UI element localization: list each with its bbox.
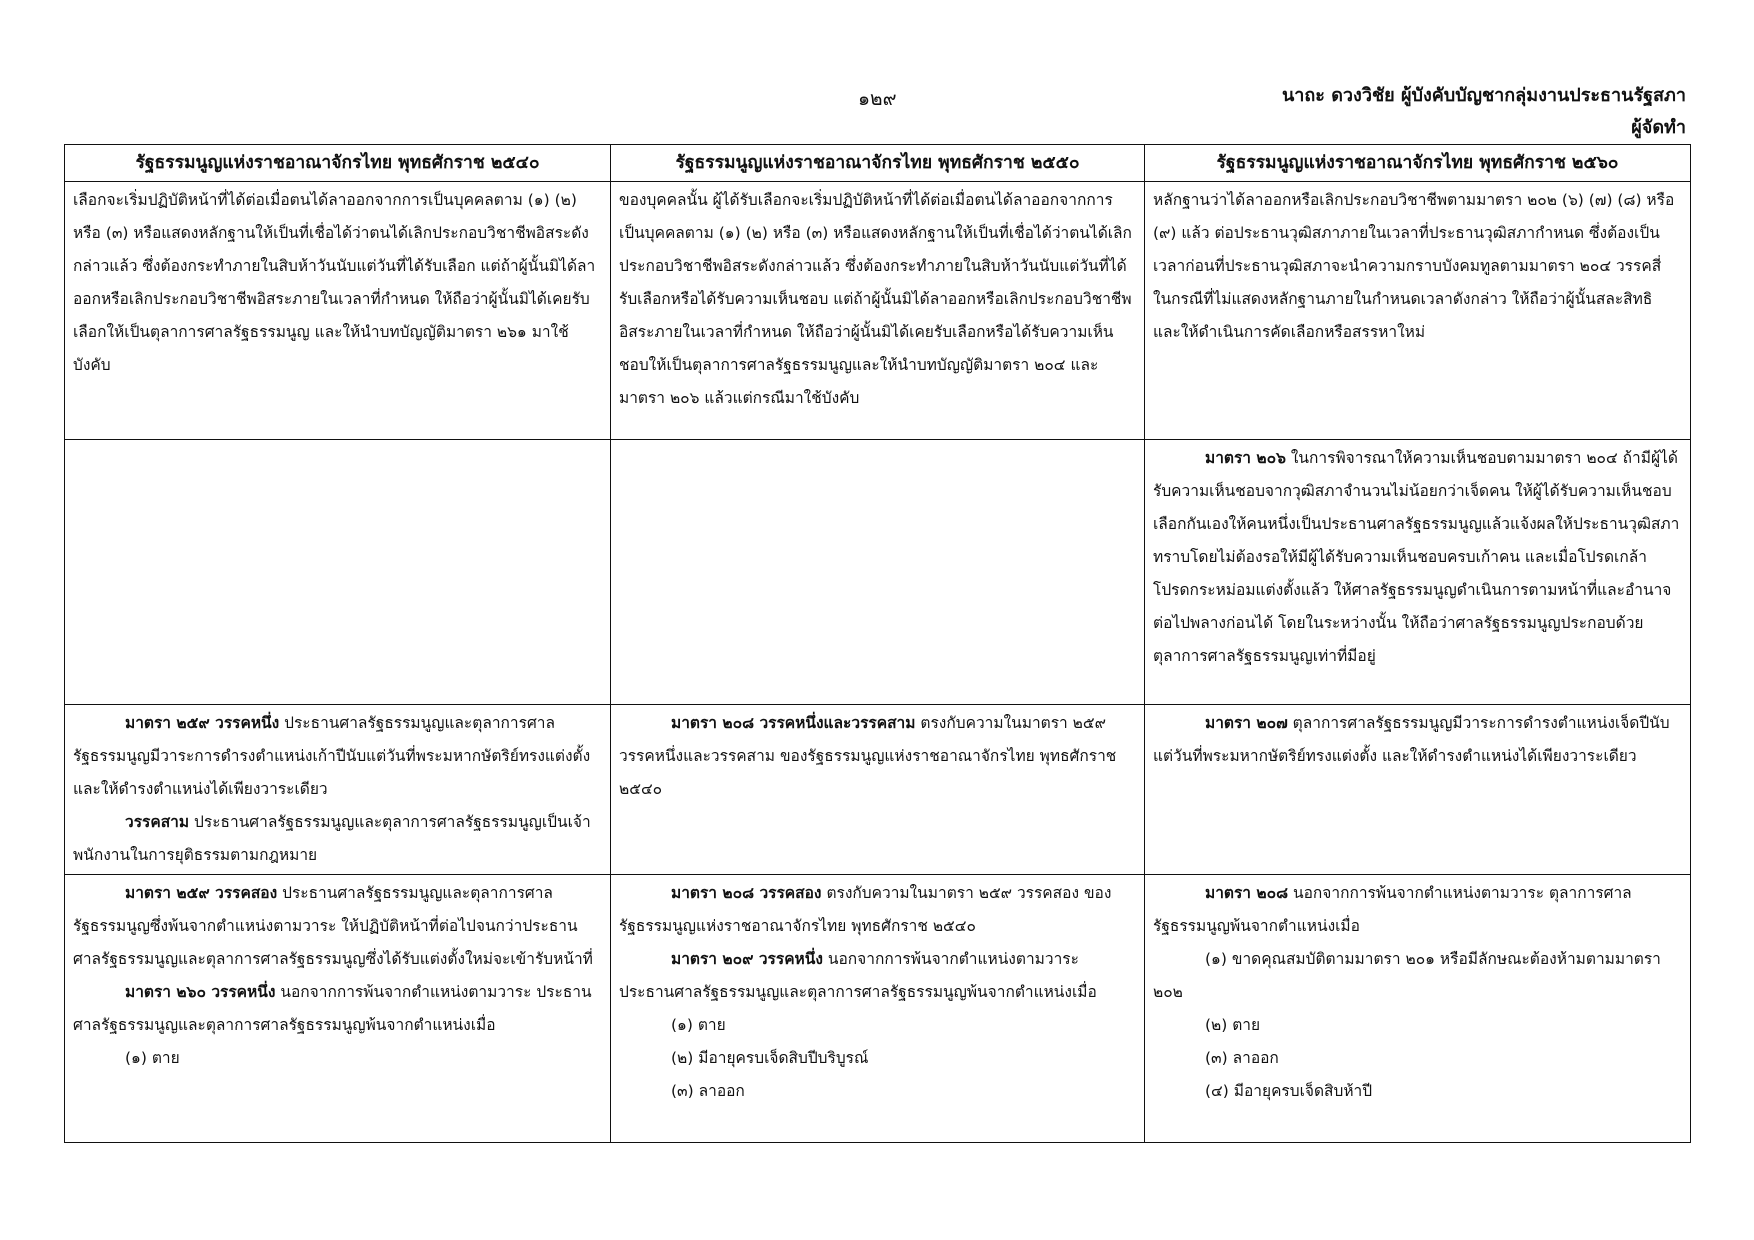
cell-2550 — [611, 182, 1145, 440]
section-text: นอกจากการพ้นจากตำแหน่งตามวาระ ตุลาการศาลรัฐธรรมนูญพ้นจากตำแหน่งเมื่อ — [1153, 884, 1632, 935]
cell-2540 — [65, 182, 611, 440]
section-heading: มาตรา ๒๕๙ วรรคสอง — [125, 884, 278, 902]
section-heading: มาตรา ๒๐๗ — [1205, 714, 1288, 732]
cell-text: ของบุคคลนั้น ผู้ได้รับเลือกจะเริ่มปฏิบัติหน้าที่ได้ต่อเมื่อตนได้ลาออกจากการเป็นบุคคลตาม (๑) (๒) หรือ (๓) หรือแสดงหลักฐานให้เป็นที่เชื่อได้ว่าตนได้เลิกประกอบวิชาชีพอิสระดังกล่าวแล้ว ซึ่งต้องกระทำภายในสิบห้าวันนับแต่วันที่ได้รับเลือกหรือได้รับความเห็นชอบ แต่ถ้าผู้นั้นมิได้ลาออกหรือเลิกประกอบวิชาชีพอิสระภายในเวลาที่กำหนด ให้ถือว่าผู้นั้นมิได้เคยรับเลือกหรือได้รับความเห็นชอบให้เป็นตุลาการศาลรัฐธรรมนูญและให้นำบทบัญญัติมาตรา ๒๐๔ และมาตรา ๒๐๖ แล้วแต่กรณีมาใช้บังคับ — [619, 191, 1132, 407]
section-text: ประธานศาลรัฐธรรมนูญและตุลาการศาลรัฐธรรมนูญมีวาระการดำรงตำแหน่งเก้าปีนับแต่วันที่พระมหากษัตริย์ทรงแต่งตั้ง และให้ดำรงตำแหน่งได้เพียงวาระเดียว — [73, 714, 591, 798]
preparer-info — [1282, 80, 1686, 144]
cell-text: เลือกจะเริ่มปฏิบัติหน้าที่ได้ต่อเมื่อตนได้ลาออกจากการเป็นบุคคลตาม (๑) (๒) หรือ (๓) หรือแสดงหลักฐานให้เป็นที่เชื่อได้ว่าตนได้เลิกประกอบวิชาชีพอิสระดังกล่าวแล้ว ซึ่งต้องกระทำภายในสิบห้าวันนับแต่วันที่ได้รับเลือก แต่ถ้าผู้นั้นมิได้ลาออกหรือเลิกประกอบวิชาชีพอิสระภายในเวลาที่กำหนด ให้ถือว่าผู้นั้นมิได้เคยรับเลือกให้เป็นตุลาการศาลรัฐธรรมนูญ และให้นำบทบัญญัติมาตรา ๒๖๑ มาใช้บังคับ — [73, 191, 596, 374]
table-row — [65, 705, 1691, 875]
section-heading: มาตรา ๒๐๘ — [1205, 884, 1289, 902]
section-paragraph — [73, 806, 602, 872]
section-heading: มาตรา ๒๐๙ วรรคหนึ่ง — [671, 950, 823, 968]
list-item: (๔) มีอายุครบเจ็ดสิบห้าปี — [1205, 1082, 1373, 1100]
section-text: นอกจากการพ้นจากตำแหน่งตามวาระ ประธานศาลรัฐธรรมนูญและตุลาการศาลรัฐธรรมนูญพ้นจากตำแหน่งเมื่อ — [73, 983, 592, 1034]
column-header-2550: รัฐธรรมนูญแห่งราชอาณาจักรไทย พุทธศักราช ๒๕๕๐ — [611, 145, 1145, 182]
section-heading: มาตรา ๒๕๙ วรรคหนึ่ง — [125, 714, 280, 732]
section-text: ตุลาการศาลรัฐธรรมนูญมีวาระการดำรงตำแหน่งเจ็ดปีนับแต่วันที่พระมหากษัตริย์ทรงแต่งตั้ง และให้ดำรงตำแหน่งได้เพียงวาระเดียว — [1153, 714, 1670, 765]
section-paragraph — [619, 877, 1136, 943]
section-text: ประธานศาลรัฐธรรมนูญและตุลาการศาลรัฐธรรมนูญเป็นเจ้าพนักงานในการยุติธรรมตามกฎหมาย — [73, 813, 591, 864]
section-paragraph — [619, 943, 1136, 1009]
section-paragraph — [1153, 442, 1682, 673]
cell-2550 — [611, 875, 1145, 1143]
cell-2560 — [1145, 440, 1691, 705]
table-row — [65, 182, 1691, 440]
section-text: ตรงกับความในมาตรา ๒๕๙ วรรคสอง ของรัฐธรรมนูญแห่งราชอาณาจักรไทย พุทธศักราช ๒๕๔๐ — [619, 884, 1112, 935]
table-header-row — [65, 145, 1691, 182]
section-heading: มาตรา ๒๐๖ — [1205, 449, 1286, 467]
table-row — [65, 440, 1691, 705]
page-number: ๑๒๙ — [858, 88, 897, 110]
section-paragraph — [1153, 877, 1682, 943]
list-item: (๑) ตาย — [125, 1049, 180, 1067]
list-item: (๒) ตาย — [1205, 1016, 1261, 1034]
cell-2540 — [65, 440, 611, 705]
list-item: (๓) ลาออก — [671, 1082, 745, 1100]
table-row — [65, 875, 1691, 1143]
column-header-2540: รัฐธรรมนูญแห่งราชอาณาจักรไทย พุทธศักราช ๒๕๔๐ — [65, 145, 611, 182]
section-heading: มาตรา ๒๐๘ วรรคหนึ่งและวรรคสาม — [671, 714, 916, 732]
section-text: ประธานศาลรัฐธรรมนูญและตุลาการศาลรัฐธรรมนูญซึ่งพ้นจากตำแหน่งตามวาระ ให้ปฏิบัติหน้าที่ต่อไปจนกว่าประธานศาลรัฐธรรมนูญและตุลาการศาลรัฐธรรมนูญซึ่งได้รับแต่งตั้งใหม่จะเข้ารับหน้าที่ — [73, 884, 593, 968]
cell-2550 — [611, 440, 1145, 705]
section-heading: มาตรา ๒๐๘ วรรคสอง — [671, 884, 822, 902]
cell-2560 — [1145, 182, 1691, 440]
section-text: ตรงกับความในมาตรา ๒๕๙ วรรคหนึ่งและวรรคสาม ของรัฐธรรมนูญแห่งราชอาณาจักรไทย พุทธศักราช ๒๕๔๐ — [619, 714, 1117, 798]
section-heading: มาตรา ๒๖๐ วรรคหนึ่ง — [125, 983, 276, 1001]
section-text: นอกจากการพ้นจากตำแหน่งตามวาระ ประธานศาลรัฐธรรมนูญและตุลาการศาลรัฐธรรมนูญพ้นจากตำแหน่งเมื่อ — [619, 950, 1097, 1001]
comparison-table — [64, 144, 1691, 1143]
section-heading: วรรคสาม — [125, 813, 190, 831]
list-item: (๑) ขาดคุณสมบัติตามมาตรา ๒๐๑ หรือมีลักษณะต้องห้ามตามมาตรา ๒๐๒ — [1153, 950, 1661, 1001]
list-item: (๑) ตาย — [671, 1016, 726, 1034]
preparer-role: ผู้จัดทำ — [1631, 117, 1686, 138]
column-header-2560: รัฐธรรมนูญแห่งราชอาณาจักรไทย พุทธศักราช ๒๕๖๐ — [1145, 145, 1691, 182]
cell-2550 — [611, 705, 1145, 875]
section-text: ในการพิจารณาให้ความเห็นชอบตามมาตรา ๒๐๔ ถ้ามีผู้ได้รับความเห็นชอบจากวุฒิสภาจำนวนไม่น้อยกว่าเจ็ดคน ให้ผู้ได้รับความเห็นชอบเลือกกันเองให้คนหนึ่งเป็นประธานศาลรัฐธรรมนูญแล้วแจ้งผลให้ประธานวุฒิสภาทราบโดยไม่ต้องรอให้มีผู้ได้รับความเห็นชอบครบเก้าคน และเมื่อโปรดเกล้าโปรดกระหม่อมแต่งตั้งแล้ว ให้ศาลรัฐธรรมนูญดำเนินการตามหน้าที่และอำนาจต่อไปพลางก่อนได้ โดยในระหว่างนั้น ให้ถือว่าศาลรัฐธรรมนูญประกอบด้วยตุลาการศาลรัฐธรรมนูญเท่าที่มีอยู่ — [1153, 449, 1680, 665]
list-item: (๓) ลาออก — [1205, 1049, 1279, 1067]
cell-2540 — [65, 875, 611, 1143]
section-paragraph — [1153, 707, 1682, 773]
cell-2540 — [65, 705, 611, 875]
cell-2560 — [1145, 875, 1691, 1143]
list-item: (๒) มีอายุครบเจ็ดสิบปีบริบูรณ์ — [671, 1049, 869, 1067]
section-paragraph — [619, 707, 1136, 806]
section-paragraph — [73, 707, 602, 806]
cell-2560 — [1145, 705, 1691, 875]
preparer-name: นาถะ ดวงวิชัย ผู้บังคับบัญชากลุ่มงานประธานรัฐสภา — [1282, 85, 1686, 106]
section-paragraph — [73, 877, 602, 976]
section-paragraph — [73, 976, 602, 1042]
cell-text: หลักฐานว่าได้ลาออกหรือเลิกประกอบวิชาชีพตามมาตรา ๒๐๒ (๖) (๗) (๘) หรือ (๙) แล้ว ต่อประธานวุฒิสภาภายในเวลาที่ประธานวุฒิสภากำหนด ซึ่งต้องเป็นเวลาก่อนที่ประธานวุฒิสภาจะนำความกราบบังคมทูลตามมาตรา ๒๐๔ วรรคสี่ ในกรณีที่ไม่แสดงหลักฐานภายในกำหนดเวลาดังกล่าว ให้ถือว่าผู้นั้นสละสิทธิ และให้ดำเนินการคัดเลือกหรือสรรหาใหม่ — [1153, 191, 1675, 341]
